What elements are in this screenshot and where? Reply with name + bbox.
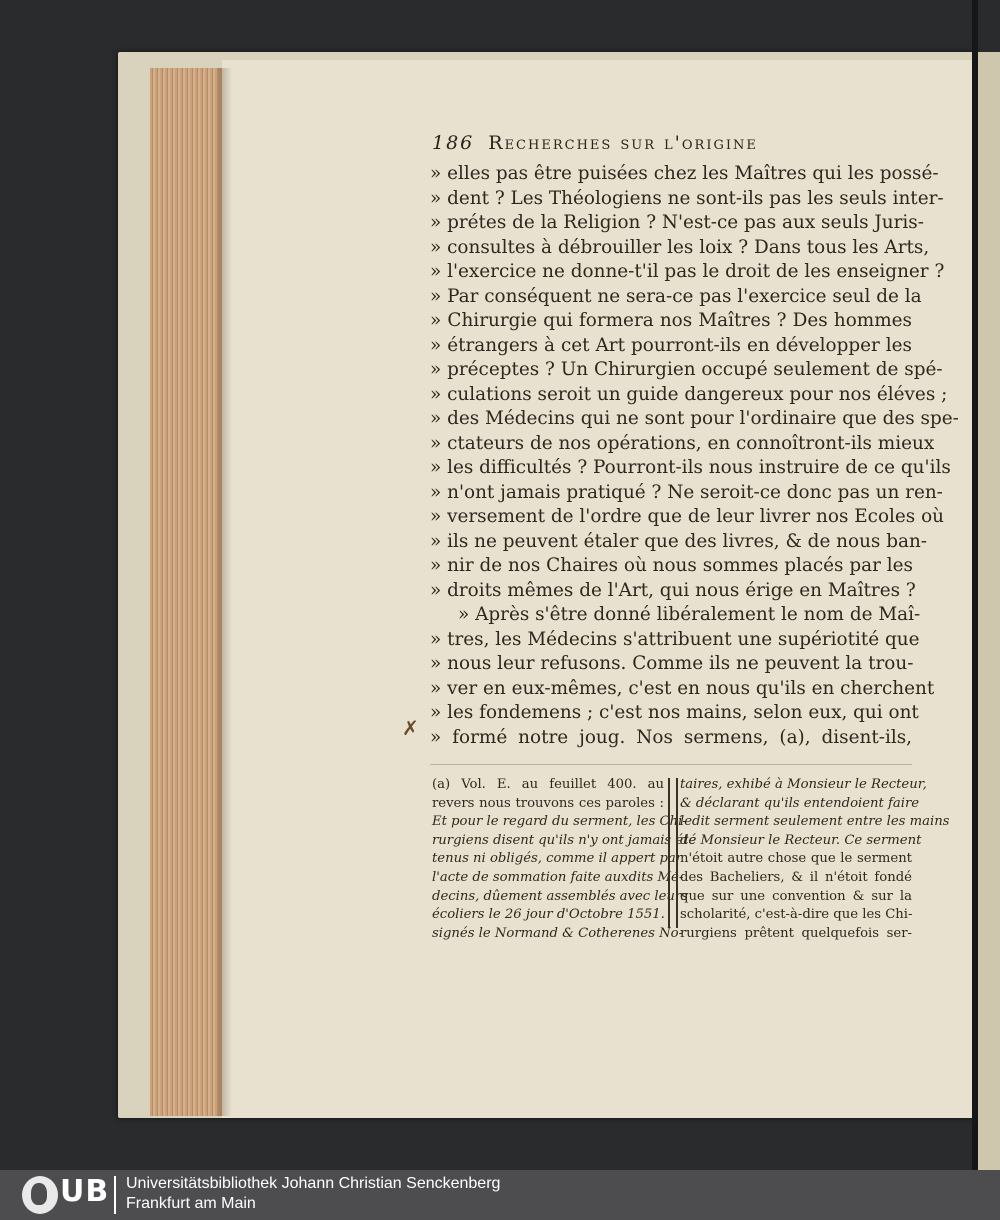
text-line: » Par conséquent ne sera-ce pas l'exercice seul de la: [430, 285, 922, 307]
text-line: » culations seroit un guide dangereux pour nos éléves ;: [430, 383, 948, 405]
text-line: » versement de l'ordre que de leur livrer nos Ecoles où: [430, 506, 945, 527]
text-line: » Chirurgie qui formera nos Maîtres ? Des hommes: [430, 310, 912, 331]
text-line: » des Médecins qui ne sont pour l'ordinaire que des spe-: [430, 408, 959, 429]
footnote-line: scholarité, c'est-à-dire que les Chi-: [680, 907, 913, 923]
footnote-line: n'étoit autre chose que le serment: [680, 851, 912, 867]
text-line: » ctateurs de nos opérations, en connoîtront-ils mieux: [430, 432, 935, 454]
footnote-line: rurgiens prêtent quelquefois ser-: [680, 925, 912, 941]
footnote-line: revers nous trouvons ces paroles :: [432, 795, 664, 811]
running-head-title: Recherches sur l'origine: [488, 132, 758, 154]
footnote-line: (a) Vol. E. au feuillet 400. au: [432, 777, 664, 792]
text-line: » elles pas être puisées chez les Maîtres qui les possé-: [430, 163, 939, 184]
footnote-line: decins, dûement assemblés avec leurs: [432, 888, 688, 904]
footnote-left-column: [432, 776, 697, 943]
library-logo-text: UB: [60, 1174, 110, 1209]
library-footer: [0, 1170, 1000, 1220]
gutter-shadow: [218, 68, 232, 1116]
text-line: » les fondemens ; c'est nos mains, selon eux, qui ont: [430, 702, 919, 723]
footnote-line: l'acte de sommation faite auxdits Mé-: [432, 869, 684, 885]
footnote-line: de Monsieur le Recteur. Ce serment: [680, 832, 922, 848]
footnote-line: & déclarant qu'ils entendoient faire: [680, 795, 920, 811]
library-logo-icon: [22, 1176, 58, 1214]
running-header: [432, 132, 912, 154]
footnote-rule: [430, 764, 912, 765]
text-line: » dent ? Les Théologiens ne sont-ils pas les seuls inter-: [430, 187, 944, 209]
footnote-line: Et pour le regard du serment, les Chi-: [432, 814, 687, 830]
text-line: » tres, les Médecins s'attribuent une supériotité que: [430, 628, 920, 650]
logo-divider: [114, 1176, 116, 1214]
facing-page-edge: [978, 52, 1000, 1170]
footnote-line: signés le Normand & Cotherenes No-: [432, 925, 684, 941]
text-line: » ver en eux-mêmes, c'est en nous qu'ils en cherchent: [430, 677, 935, 699]
page-edges: [150, 68, 228, 1116]
text-line: » Après s'être donné libéralement le nom de Maî-: [458, 604, 921, 625]
text-line: » nous leur refusons. Comme ils ne peuvent la trou-: [430, 653, 914, 674]
text-line: » l'exercice ne donne-t'il pas le droit de les enseigner ?: [430, 261, 945, 282]
footnote-line: des Bacheliers, & il n'étoit fondé: [680, 869, 912, 885]
margin-mark-icon: ✗: [402, 716, 419, 740]
footnote-line: rurgiens disent qu'ils n'y ont jamais été: [432, 832, 697, 848]
page-number: 186: [432, 132, 475, 154]
text-line: » ils ne peuvent étaler que des livres, & de nous ban-: [430, 530, 928, 552]
footnote-column-separator: [668, 778, 678, 928]
footnote-right-column: [680, 776, 950, 943]
text-line: » étrangers à cet Art pourront-ils en développer les: [430, 334, 912, 356]
text-line: » formé notre joug. Nos sermens, (a), disent-ils,: [430, 726, 912, 748]
body-text: [430, 162, 959, 750]
text-line: » préceptes ? Un Chirurgien occupé seulement de spé-: [430, 359, 943, 380]
text-line: » les difficultés ? Pourront-ils nous instruire de ce qu'ils: [430, 457, 951, 478]
footnote-line: ledit serment seulement entre les mains: [680, 814, 950, 830]
institution-city: Frankfurt am Main: [126, 1195, 256, 1212]
footnote-line: taires, exhibé à Monsieur le Recteur,: [680, 777, 927, 792]
institution-name: Universitätsbibliothek Johann Christian Senckenberg: [126, 1175, 501, 1192]
text-line: » n'ont jamais pratiqué ? Ne seroit-ce donc pas un ren-: [430, 481, 943, 503]
footnote-line: tenus ni obligés, comme il appert par: [432, 851, 683, 867]
text-line: » prétes de la Religion ? N'est-ce pas aux seuls Juris-: [430, 212, 924, 233]
footnote-line: écoliers le 26 jour d'Octobre 1551.: [432, 907, 665, 923]
text-line: » droits mêmes de l'Art, qui nous érige en Maîtres ?: [430, 579, 916, 601]
text-line: » consultes à débrouiller les loix ? Dans tous les Arts,: [430, 236, 930, 258]
footnote-line: que sur une convention & sur la: [680, 888, 912, 904]
text-line: » nir de nos Chaires où nous sommes placés par les: [430, 555, 913, 576]
